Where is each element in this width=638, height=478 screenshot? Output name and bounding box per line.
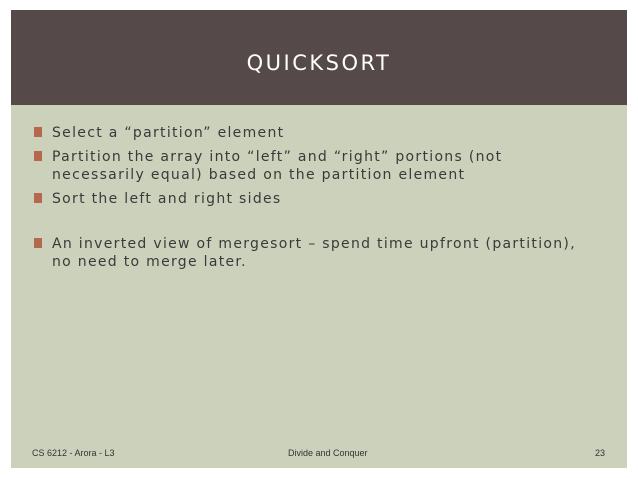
- bullet-text: Select a “partition” element: [52, 125, 285, 141]
- footer-topic: Divide and Conquer: [288, 448, 368, 458]
- slide: [11, 10, 627, 468]
- bullet-text: Partition the array into “left” and “right” portions (not necessarily equal) based on the partition element: [52, 149, 503, 183]
- square-bullet-icon: [34, 193, 42, 203]
- square-bullet-icon: [34, 151, 42, 161]
- slide-number: 23: [595, 448, 606, 458]
- title-bar: [11, 10, 627, 105]
- bullet-item: [34, 124, 594, 142]
- bullet-text: Sort the left and right sides: [52, 191, 282, 207]
- bullet-item: [34, 148, 594, 184]
- square-bullet-icon: [34, 127, 42, 137]
- bullet-list: [34, 124, 594, 277]
- bullet-item: [34, 190, 594, 208]
- square-bullet-icon: [34, 238, 42, 248]
- slide-title: QUICKSORT: [246, 51, 392, 75]
- footer-course: CS 6212 - Arora - L3: [32, 448, 115, 458]
- bullet-item: [34, 235, 594, 271]
- bullet-text: An inverted view of mergesort – spend time upfront (partition), no need to merge later.: [52, 236, 576, 270]
